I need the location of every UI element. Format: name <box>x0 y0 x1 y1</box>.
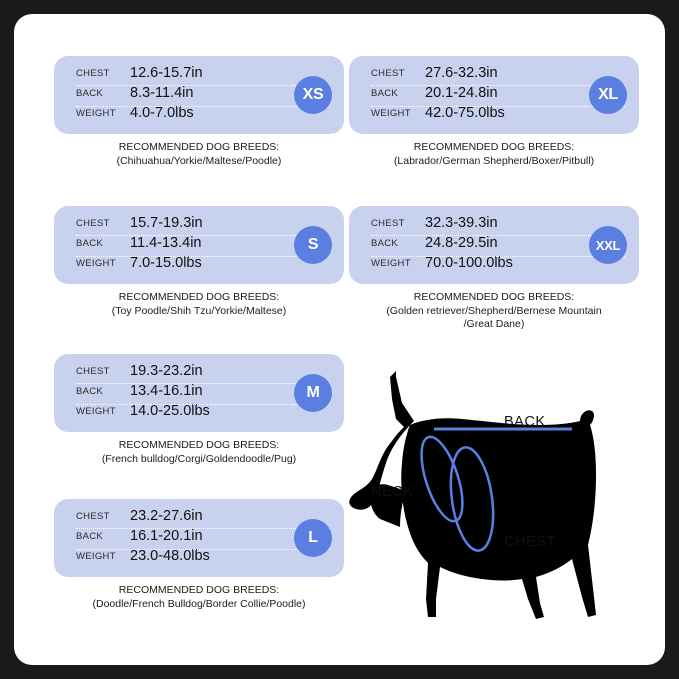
size-badge-s: S <box>294 226 332 264</box>
breeds-xs <box>54 141 344 168</box>
size-badge-xxl: XXL <box>589 226 627 264</box>
divider-dotted <box>76 404 330 405</box>
dog-diagram <box>344 359 654 649</box>
back-label: BACK <box>76 238 104 249</box>
chest-value: 27.6-32.3in <box>425 65 498 81</box>
weight-value: 7.0-15.0lbs <box>130 255 202 271</box>
weight-label: WEIGHT <box>76 406 116 417</box>
back-label: BACK <box>76 386 104 397</box>
divider-dotted <box>76 235 330 236</box>
back-value: 8.3-11.4in <box>130 85 194 101</box>
weight-value: 4.0-7.0lbs <box>130 105 194 121</box>
chest-label: CHEST <box>76 218 110 229</box>
back-value: 16.1-20.1in <box>130 528 203 544</box>
chest-value: 19.3-23.2in <box>130 363 203 379</box>
breeds-list: (French bulldog/Corgi/Goldendoodle/Pug) <box>101 452 297 465</box>
size-panel-xxl <box>349 206 639 284</box>
chest-value: 32.3-39.3in <box>425 215 498 231</box>
divider-dotted <box>371 235 625 236</box>
breeds-xxl <box>349 291 639 332</box>
size-block-m <box>54 354 344 466</box>
back-label-diagram: BACK <box>504 414 546 430</box>
chart-content <box>14 14 665 665</box>
divider-dotted <box>76 528 330 529</box>
size-block-xl <box>349 56 639 168</box>
size-chart-card <box>14 14 665 665</box>
chest-label: CHEST <box>371 218 405 229</box>
size-badge-xs: XS <box>294 76 332 114</box>
size-panel-m <box>54 354 344 432</box>
size-panel-s <box>54 206 344 284</box>
back-value: 13.4-16.1in <box>130 383 203 399</box>
weight-value: 42.0-75.0lbs <box>425 105 505 121</box>
breeds-list: (Golden retriever/Shepherd/Bernese Mountain <box>386 304 602 317</box>
breeds-s <box>54 291 344 318</box>
chest-label: CHEST <box>76 68 110 79</box>
back-value: 11.4-13.4in <box>130 235 202 251</box>
breeds-list: (Labrador/German Shepherd/Boxer/Pitbull) <box>393 154 595 167</box>
chest-measure-loop <box>445 445 499 554</box>
weight-value: 70.0-100.0lbs <box>425 255 513 271</box>
size-block-s <box>54 206 344 318</box>
chest-value: 15.7-19.3in <box>130 215 203 231</box>
chest-label-diagram: CHEST <box>504 534 556 550</box>
divider-dotted <box>371 256 625 257</box>
size-panel-xs <box>54 56 344 134</box>
chest-value: 12.6-15.7in <box>130 65 203 81</box>
breeds-list: (Toy Poodle/Shih Tzu/Yorkie/Maltese) <box>111 304 287 317</box>
divider-dotted <box>76 256 330 257</box>
measurement-lines <box>344 359 654 649</box>
back-label: BACK <box>76 88 104 99</box>
weight-label: WEIGHT <box>371 108 411 119</box>
size-block-l <box>54 499 344 611</box>
size-panel-xl <box>349 56 639 134</box>
breeds-heading: RECOMMENDED DOG BREEDS: <box>413 141 575 153</box>
breeds-heading: RECOMMENDED DOG BREEDS: <box>118 291 280 303</box>
breeds-heading: RECOMMENDED DOG BREEDS: <box>118 584 280 596</box>
back-label: BACK <box>371 88 399 99</box>
back-label: BACK <box>76 531 104 542</box>
size-block-xs <box>54 56 344 168</box>
chest-value: 23.2-27.6in <box>130 508 203 524</box>
divider-dotted <box>76 85 330 86</box>
breeds-list: (Doodle/French Bulldog/Border Collie/Poodle) <box>92 597 306 610</box>
weight-value: 23.0-48.0lbs <box>130 548 210 564</box>
size-badge-m: M <box>294 374 332 412</box>
divider-dotted <box>76 383 330 384</box>
divider-dotted <box>76 549 330 550</box>
size-badge-xl: XL <box>589 76 627 114</box>
breeds-l <box>54 584 344 611</box>
size-block-xxl <box>349 206 639 332</box>
size-badge-l: L <box>294 519 332 557</box>
divider-dotted <box>76 106 330 107</box>
weight-label: WEIGHT <box>371 258 411 269</box>
weight-value: 14.0-25.0lbs <box>130 403 210 419</box>
divider-dotted <box>371 85 625 86</box>
breeds-heading: RECOMMENDED DOG BREEDS: <box>118 439 280 451</box>
neck-measure-loop <box>413 432 471 526</box>
breeds-list-cont: /Great Dane) <box>463 318 525 330</box>
back-label: BACK <box>371 238 399 249</box>
weight-label: WEIGHT <box>76 551 116 562</box>
back-value: 24.8-29.5in <box>425 235 498 251</box>
size-panel-l <box>54 499 344 577</box>
chest-label: CHEST <box>76 366 110 377</box>
breeds-list: (Chihuahua/Yorkie/Maltese/Poodle) <box>116 154 282 167</box>
breeds-xl <box>349 141 639 168</box>
weight-label: WEIGHT <box>76 258 116 269</box>
breeds-heading: RECOMMENDED DOG BREEDS: <box>413 291 575 303</box>
breeds-heading: RECOMMENDED DOG BREEDS: <box>118 141 280 153</box>
chest-label: CHEST <box>76 511 110 522</box>
breeds-m <box>54 439 344 466</box>
divider-dotted <box>371 106 625 107</box>
back-value: 20.1-24.8in <box>425 85 498 101</box>
chest-label: CHEST <box>371 68 405 79</box>
neck-label-diagram: NECK <box>371 484 414 500</box>
weight-label: WEIGHT <box>76 108 116 119</box>
